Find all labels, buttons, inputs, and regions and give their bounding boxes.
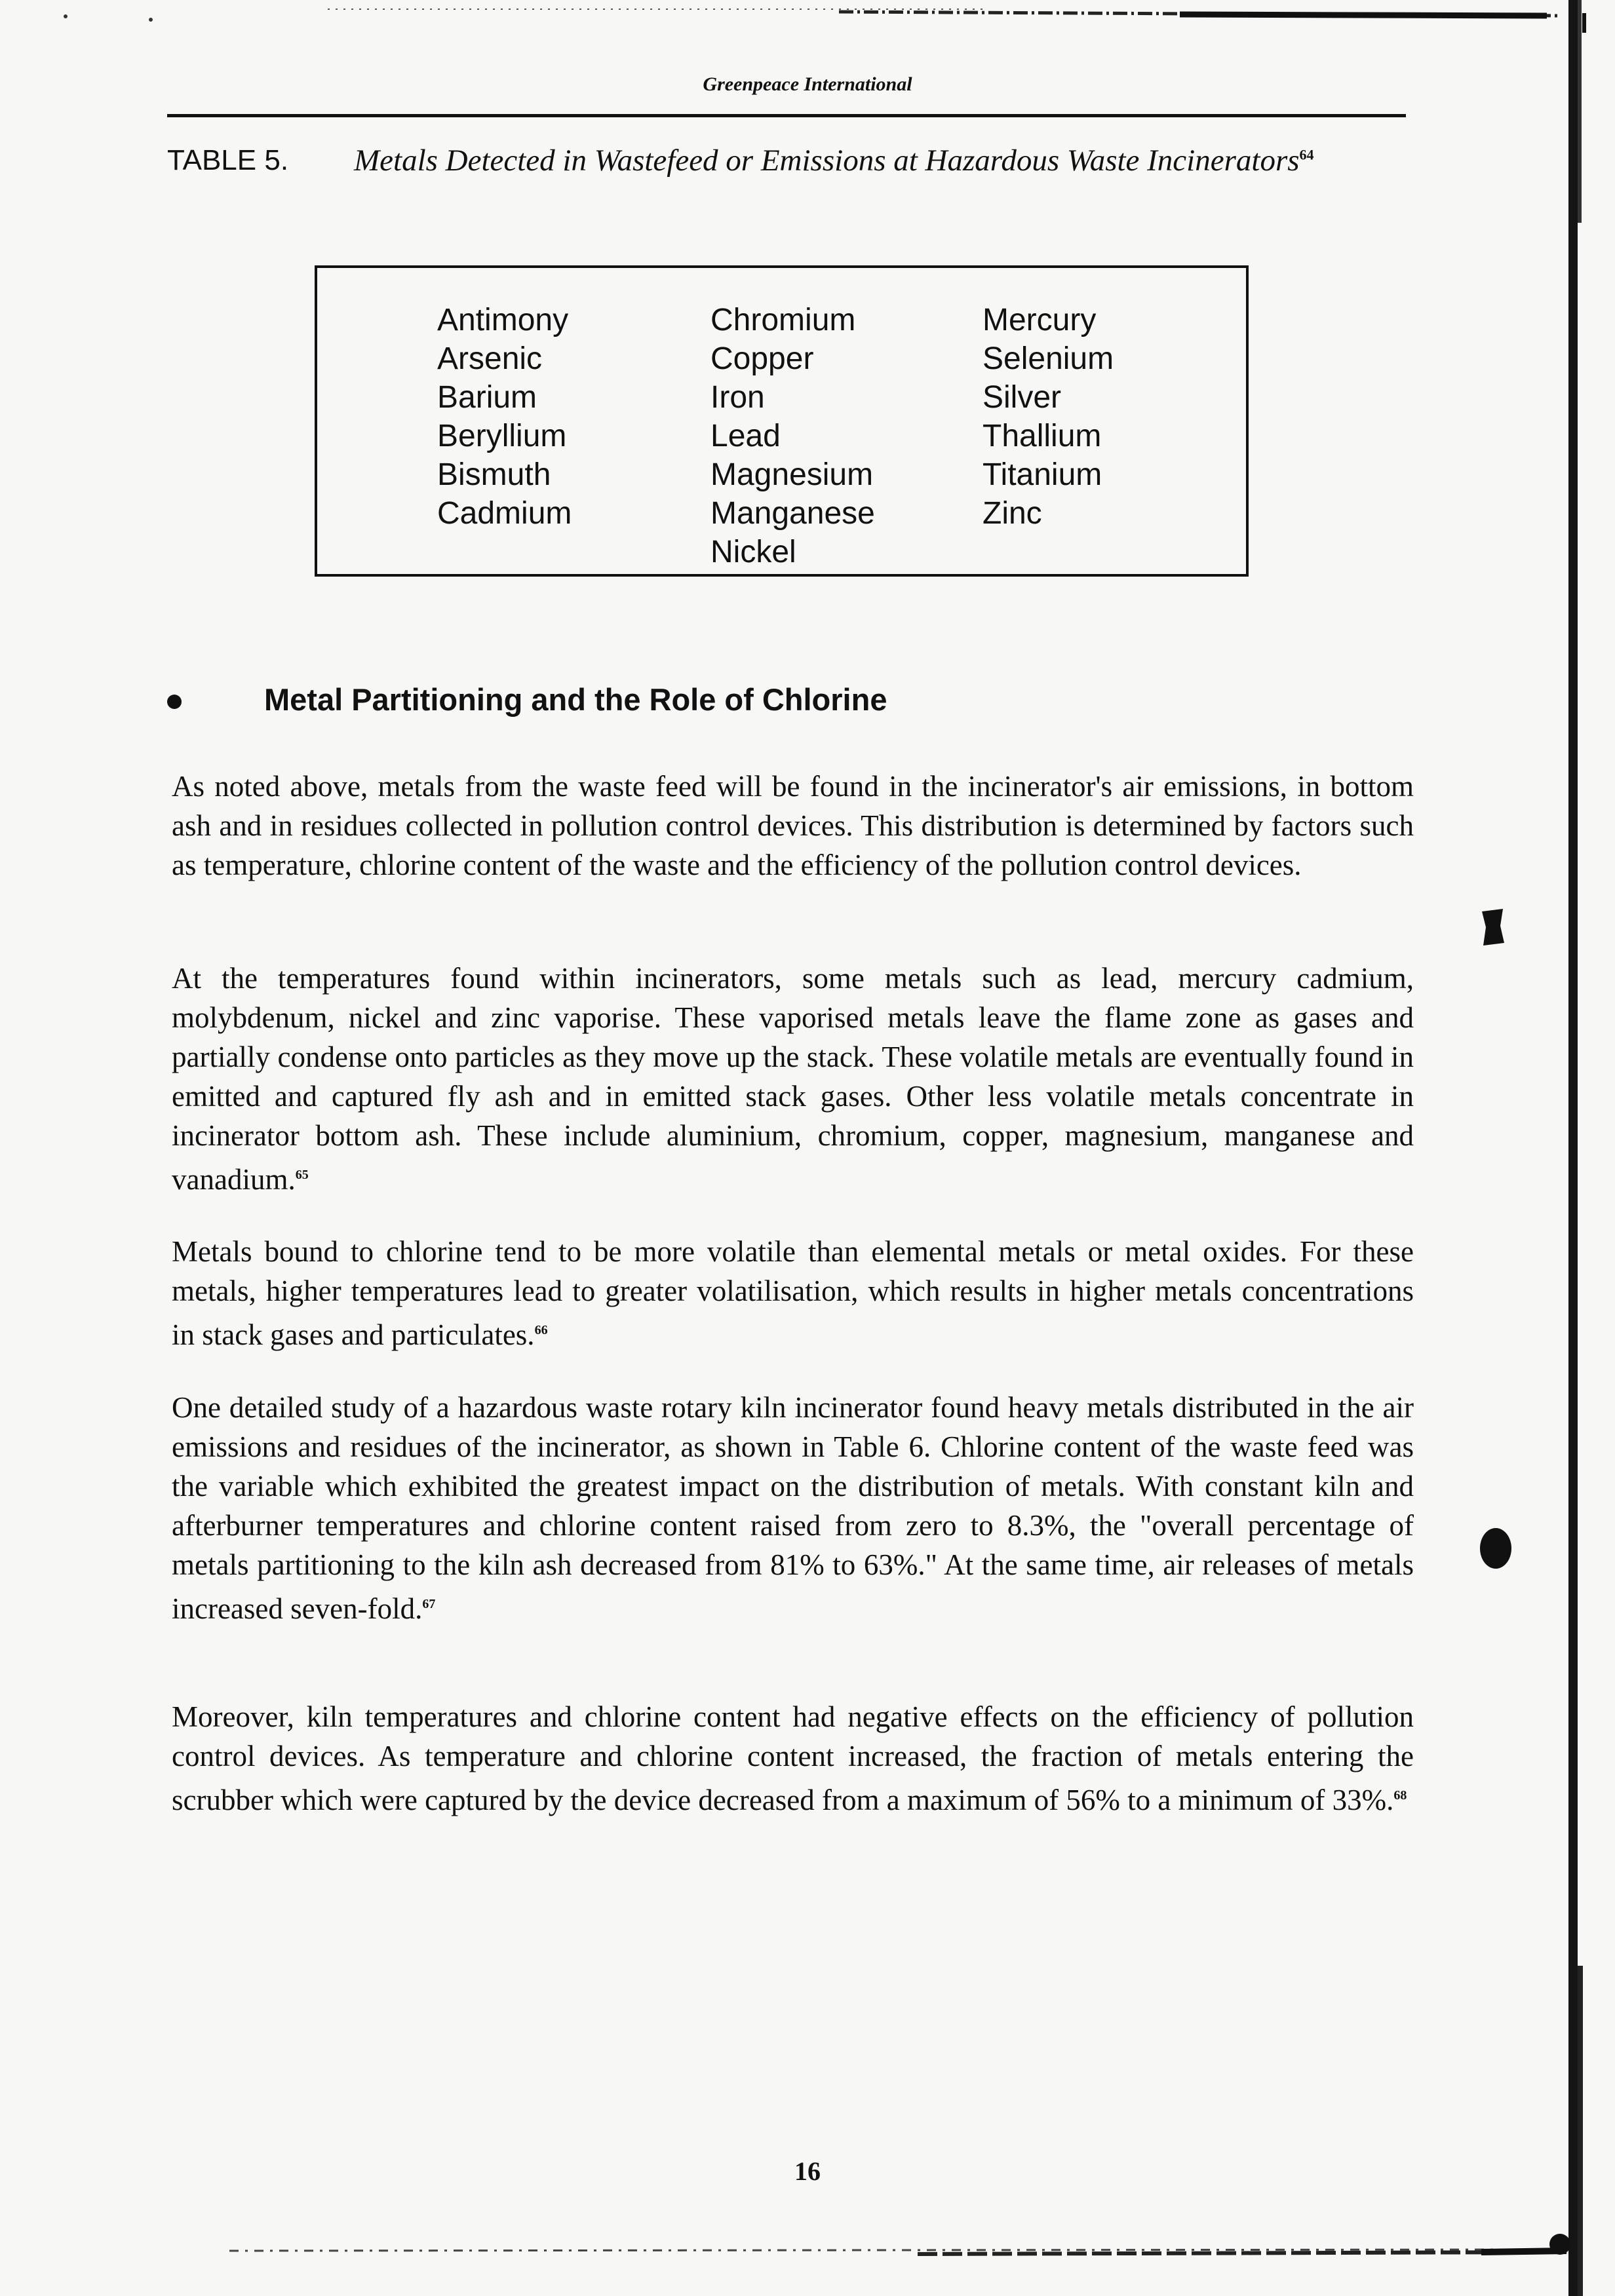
footnote-ref: 67 xyxy=(422,1597,436,1611)
body-paragraph-3 xyxy=(172,1232,1414,1354)
paragraph-text: As noted above, metals from the waste feed will be found in the incinerator's air emissions, in bottom ash and in residues collected in pollution control devices. This distribution is determined by factors such as temperature, chlorine content of the waste and the efficiency of the pollution control devices. xyxy=(172,770,1414,881)
metal-name: Bismuth xyxy=(437,457,551,492)
table-label: TABLE 5. xyxy=(167,144,289,176)
scan-noise-top xyxy=(0,0,1615,26)
metal-name: Silver xyxy=(983,380,1062,415)
metals-column-3 xyxy=(983,301,1114,533)
page-number: 16 xyxy=(794,2156,821,2186)
metal-name: Zinc xyxy=(983,496,1042,531)
table-caption xyxy=(354,143,1314,178)
metal-name: Antimony xyxy=(437,303,569,337)
metal-name: Mercury xyxy=(983,303,1097,337)
scan-blot-right-2 xyxy=(1478,1527,1513,1570)
metal-name: Arsenic xyxy=(437,341,543,376)
footnote-ref: 68 xyxy=(1393,1788,1407,1803)
scan-noise-bottom xyxy=(0,2225,1615,2296)
metal-name: Lead xyxy=(710,419,781,453)
paragraph-text: Metals bound to chlorine tend to be more volatile than elemental metals or metal oxides. For these metals, higher temperatures lead to greater volatilisation, which results in higher metals concentrations in stack gases and particulates. xyxy=(172,1235,1414,1351)
table-caption-text: Metals Detected in Wastefeed or Emissions at Hazardous Waste Incinerators xyxy=(354,144,1300,178)
metal-name: Iron xyxy=(710,380,765,415)
header-rule xyxy=(167,114,1406,117)
metals-column-2 xyxy=(710,301,875,571)
metal-name: Copper xyxy=(710,341,814,376)
metal-name: Thallium xyxy=(983,419,1102,453)
footnote-ref: 65 xyxy=(295,1168,309,1182)
running-head: Greenpeace International xyxy=(703,73,912,95)
body-paragraph-2 xyxy=(172,959,1414,1199)
section-heading: Metal Partitioning and the Role of Chlorine xyxy=(264,682,887,717)
metal-name: Barium xyxy=(437,380,537,415)
footnote-ref: 66 xyxy=(534,1323,548,1337)
scan-edge-right xyxy=(1553,0,1615,2296)
metal-name: Selenium xyxy=(983,341,1114,376)
metal-name: Nickel xyxy=(710,535,796,569)
body-paragraph-1 xyxy=(172,767,1414,885)
metal-name: Chromium xyxy=(710,303,856,337)
bullet-icon xyxy=(167,695,182,709)
paragraph-text: At the temperatures found within incinerators, some metals such as lead, mercury cadmium, molybdenum, nickel and zinc vaporise. These vaporised metals leave the flame zone as gases and partially condense onto particles as they move up the stack. These volatile metals are eventually found in emitted and captured fly ash and in emitted stack gases. Other less volatile metals concentrate in incinerator bottom ash. These include aluminium, chromium, copper, magnesium, manganese and vanadium. xyxy=(172,962,1414,1196)
body-paragraph-5 xyxy=(172,1697,1414,1820)
metal-name: Manganese xyxy=(710,496,875,531)
paragraph-text: Moreover, kiln temperatures and chlorine content had negative effects on the efficiency of pollution control devices. As temperature and chlorine content increased, the fraction of metals entering the scrubber which were captured by the device decreased from a maximum of 56% to a minimum of 33%. xyxy=(172,1700,1414,1816)
scan-blot-right-1 xyxy=(1478,908,1507,947)
metals-table xyxy=(315,265,1249,577)
metals-column-1 xyxy=(437,301,572,533)
metal-name: Cadmium xyxy=(437,496,572,531)
paragraph-text: One detailed study of a hazardous waste rotary kiln incinerator found heavy metals distributed in the air emissions and residues of the incinerator, as shown in Table 6. Chlorine content of the waste feed was the variable which exhibited the greatest impact on the distribution of metals. With constant kiln and afterburner temperatures and chlorine content raised from zero to 8.3%, the "overall percentage of metals partitioning to the kiln ash decreased from 81% to 63%." At the same time, air releases of metals increased seven-fold. xyxy=(172,1391,1414,1625)
metal-name: Beryllium xyxy=(437,419,567,453)
metal-name: Titanium xyxy=(983,457,1102,492)
footnote-ref: 64 xyxy=(1299,146,1314,163)
body-paragraph-4 xyxy=(172,1388,1414,1628)
metal-name: Magnesium xyxy=(710,457,874,492)
